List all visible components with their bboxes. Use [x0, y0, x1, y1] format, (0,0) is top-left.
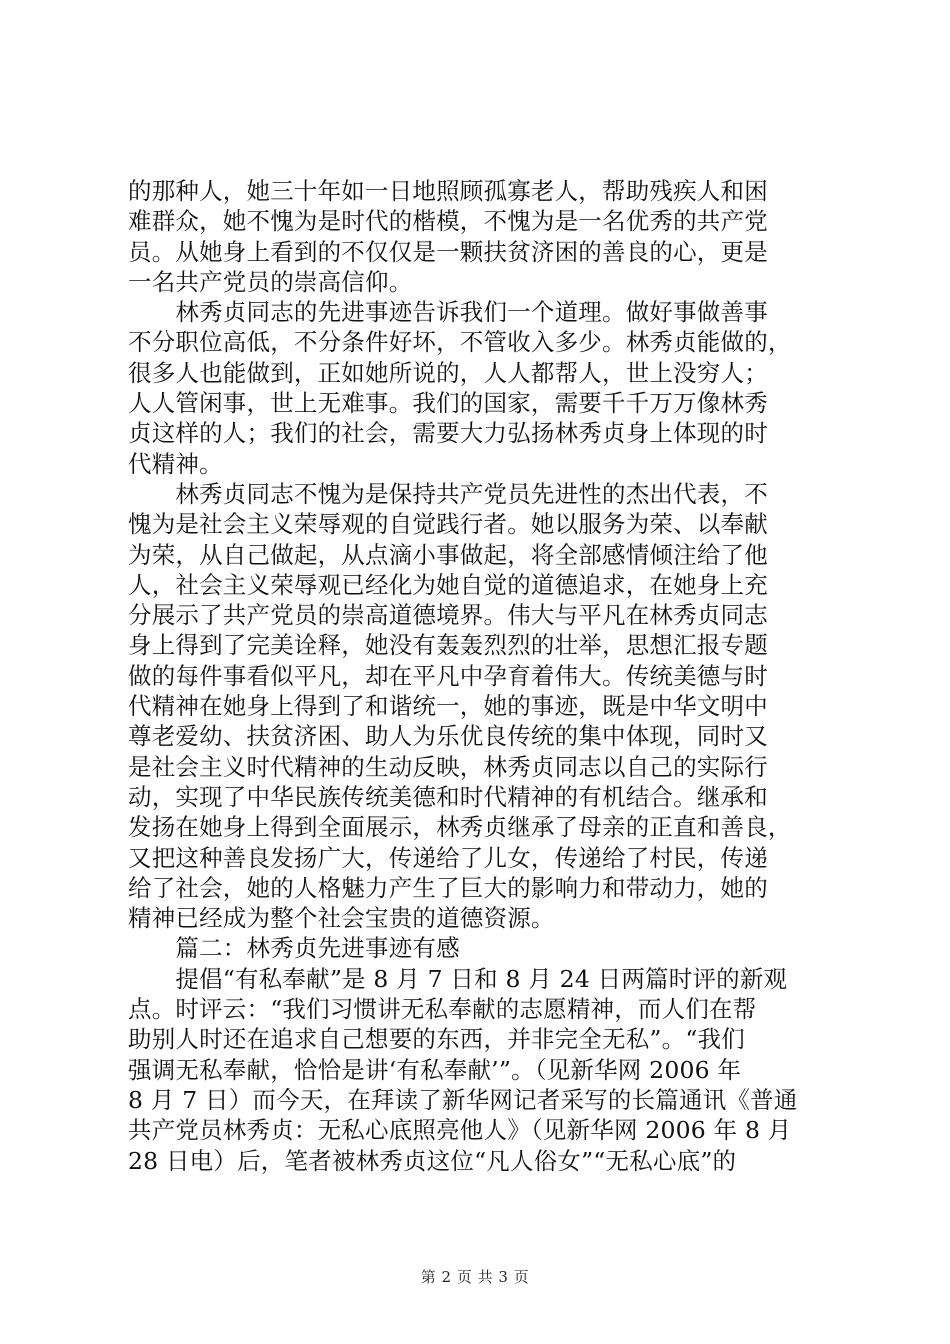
text-line: 做的每件事看似平凡，却在平凡中孕育着伟大。传统美德与时	[128, 661, 768, 690]
text-line: 为荣，从自己做起，从点滴小事做起，将全部感情倾注给了他	[128, 540, 768, 569]
text-line: 代精神在她身上得到了和谐统一，她的事迹，既是中华文明中	[128, 692, 768, 721]
text-line: 人，社会主义荣辱观已经化为她自觉的道德追求，在她身上充	[128, 570, 768, 599]
text-line: 强调无私奉献，恰恰是讲‘有私奉献’”。（见新华网 2006 年	[128, 1055, 742, 1084]
text-line: 8 月 7 日）而今天，在拜读了新华网记者采写的长篇通讯《普通	[128, 1085, 798, 1114]
text-line: 28 日电）后，笔者被林秀贞这位“凡人俗女”“无私心底”的	[128, 1146, 737, 1175]
text-line: 的那种人，她三十年如一日地照顾孤寡老人，帮助残疾人和困	[128, 177, 768, 205]
text-line: 分展示了共产党员的崇高道德境界。伟大与平凡在林秀贞同志	[128, 601, 768, 630]
text-line: 很多人也能做到，正如她所说的，人人都帮人，世上没穷人；	[128, 358, 768, 387]
text-line: 贞这样的人；我们的社会，需要大力弘扬林秀贞身上体现的时	[128, 419, 768, 448]
text-line: 给了社会，她的人格魅力产生了巨大的影响力和带动力，她的	[128, 873, 768, 902]
text-line: 动，实现了中华民族传统美德和时代精神的有机结合。继承和	[128, 782, 768, 811]
document-body	[128, 176, 832, 1176]
text-line: 点。时评云：“我们习惯讲无私奉献的志愿精神，而人们在帮	[128, 995, 757, 1024]
text-line: 林秀贞同志不愧为是保持共产党员先进性的杰出代表，不	[128, 479, 768, 508]
section-heading: 篇二：林秀贞先进事迹有感	[128, 934, 460, 963]
text-line: 林秀贞同志的先进事迹告诉我们一个道理。做好事做善事	[128, 298, 768, 327]
text-line: 代精神。	[128, 449, 223, 478]
text-line: 愧为是社会主义荣辱观的自觉践行者。她以服务为荣、以奉献	[128, 510, 768, 539]
text-line: 提倡“有私奉献”是 8 月 7 日和 8 月 24 日两篇时评的新观	[128, 964, 788, 993]
text-line: 共产党员林秀贞：无私心底照亮他人》（见新华网 2006 年 8 月	[128, 1116, 792, 1145]
text-line: 身上得到了完美诠释，她没有轰轰烈烈的壮举，思想汇报专题	[128, 631, 768, 660]
text-line: 不分职位高低，不分条件好坏，不管收入多少。林秀贞能做的，	[128, 328, 792, 357]
text-line: 人人管闲事，世上无难事。我们的国家，需要千千万万像林秀	[128, 389, 768, 418]
text-line: 发扬在她身上得到全面展示，林秀贞继承了母亲的正直和善良，	[128, 813, 792, 842]
text-line: 助别人时还在追求自己想要的东西，并非完全无私”。“我们	[128, 1025, 745, 1054]
text-line: 员。从她身上看到的不仅仅是一颗扶贫济困的善良的心，更是	[128, 237, 768, 266]
text-line: 一名共产党员的崇高信仰。	[128, 267, 413, 296]
text-line: 精神已经成为整个社会宝贵的道德资源。	[128, 904, 555, 933]
page-number-footer: 第 2 页 共 3 页	[420, 1268, 530, 1286]
text-line: 尊老爱幼、扶贫济困、助人为乐优良传统的集中体现，同时又	[128, 722, 768, 751]
text-line: 又把这种善良发扬广大，传递给了儿女，传递给了村民，传递	[128, 843, 768, 872]
text-line: 难群众，她不愧为是时代的楷模，不愧为是一名优秀的共产党	[128, 207, 768, 236]
text-line: 是社会主义时代精神的生动反映，林秀贞同志以自己的实际行	[128, 752, 768, 781]
